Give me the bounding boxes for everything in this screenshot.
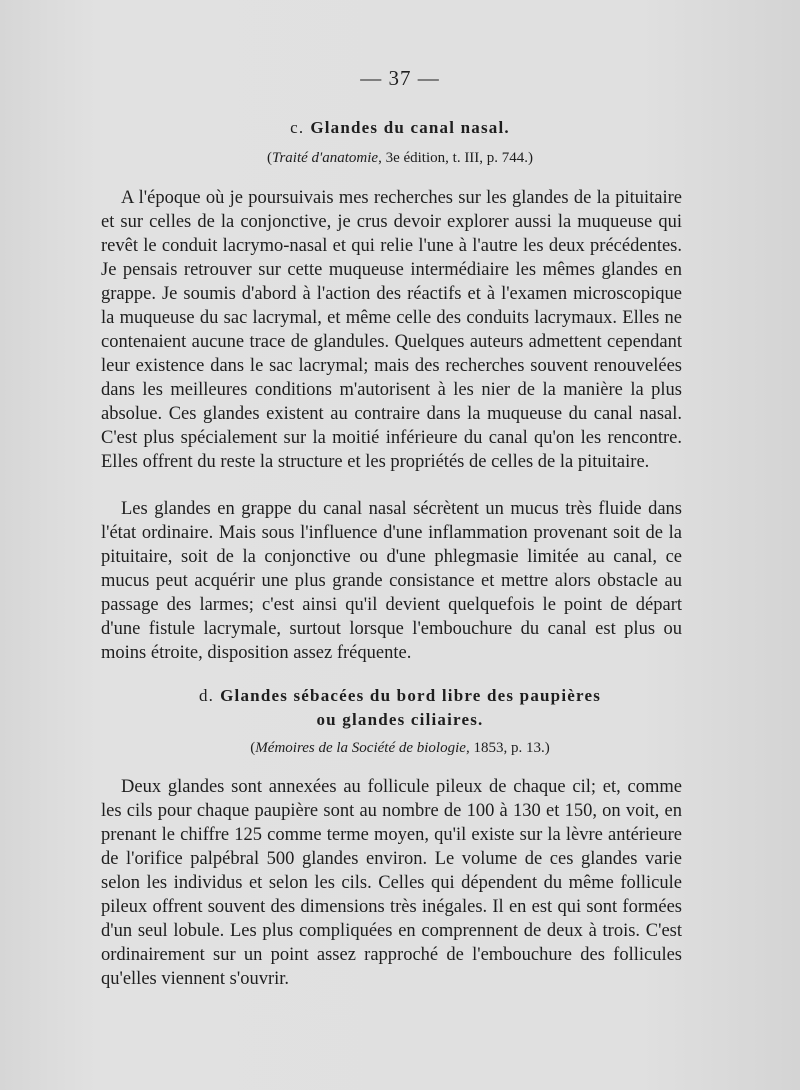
section-c-source-rest: , 3e édition, t. III, p. 744.) [378, 150, 534, 166]
source-paren: ( [266, 150, 272, 166]
section-c-source-work: Traité d'anatomie [271, 150, 379, 166]
section-d-source-rest: , 1853, p. 13.) [465, 740, 550, 756]
section-c-paragraph-1: A l'époque où je poursuivais mes recherches sur les glandes de la pituitaire et sur celles de la conjonctive, je crus devoir explorer aussi la muqueuse qui revêt le conduit lacrymo-nasal et qui relie l'une à l'autre les deux précédentes. Je pensais retrouver sur cette muqueuse intermédiaire les mêmes glandes en grappe. Je soumis d'abord à l'action des réactifs et à l'examen microscopique la muqueuse du sac lacrymal, et même celle des conduits lacrymaux. Elles ne contenaient aucune trace de glandules. Quelques auteurs admettent cependant leur existence dans le sac lacrymal; mais des recherches souvent renouvelées dans les meilleures conditions m'autorisent à les nier de la manière la plus absolue. Ces glandes existent au contraire dans la muqueuse du canal nasal. C'est plus spécialement sur la moitié inférieure du canal qu'on les rencontre. Elles offrent du reste la structure et les propriétés de celles de la pituitaire. [101, 188, 682, 472]
section-d-heading-line-2: ou glandes ciliaires. [316, 710, 484, 729]
section-d-letter: d. [198, 686, 215, 705]
section-c-title: Glandes du canal nasal. [310, 118, 510, 137]
page-number: — 37 — [360, 66, 440, 90]
section-c-paragraph-2: Les glandes en grappe du canal nasal sécrètent un mucus très fluide dans l'état ordinaire. Mais sous l'influence d'une inflammation provenant soit de la pituitaire, soit de la conjonctive ou d'une phlegmasie limitée au canal, ce mucus peut acquérir une plus grande consistance et mettre alors obstacle au passage des larmes; c'est ainsi qu'il devient quelquefois le point de départ d'une fistule lacrymale, surtout lorsque l'embouchure du canal est plus ou moins étroite, disposition assez fréquente. [101, 499, 682, 663]
section-d-heading-line-1 [0, 686, 800, 706]
section-c-letter: c. [290, 118, 305, 137]
section-c-source [0, 150, 800, 167]
section-c-heading [0, 118, 800, 138]
source-paren: ( [250, 740, 256, 756]
section-d-source-work: Mémoires de la Société de biologie [255, 740, 466, 756]
section-d-title-1: Glandes sébacées du bord libre des paupières [220, 686, 602, 705]
section-d-source [0, 740, 800, 757]
section-d-paragraph-1: Deux glandes sont annexées au follicule pileux de chaque cil; et, comme les cils pour chaque paupière sont au nombre de 100 à 130 et 150, on voit, en prenant le chiffre 125 comme terme moyen, qu'il existe sur la lèvre antérieure de l'orifice palpébral 500 glandes environ. Le volume de ces glandes varie selon les individus et selon les cils. Celles qui dépendent du même follicule pileux offrent souvent des dimensions très inégales. Il en est qui sont formées d'un seul lobule. Les plus compliquées en comprennent de deux à trois. C'est ordinairement sur un point assez rapproché de l'embouchure des follicules qu'elles viennent s'ouvrir. [101, 777, 682, 989]
